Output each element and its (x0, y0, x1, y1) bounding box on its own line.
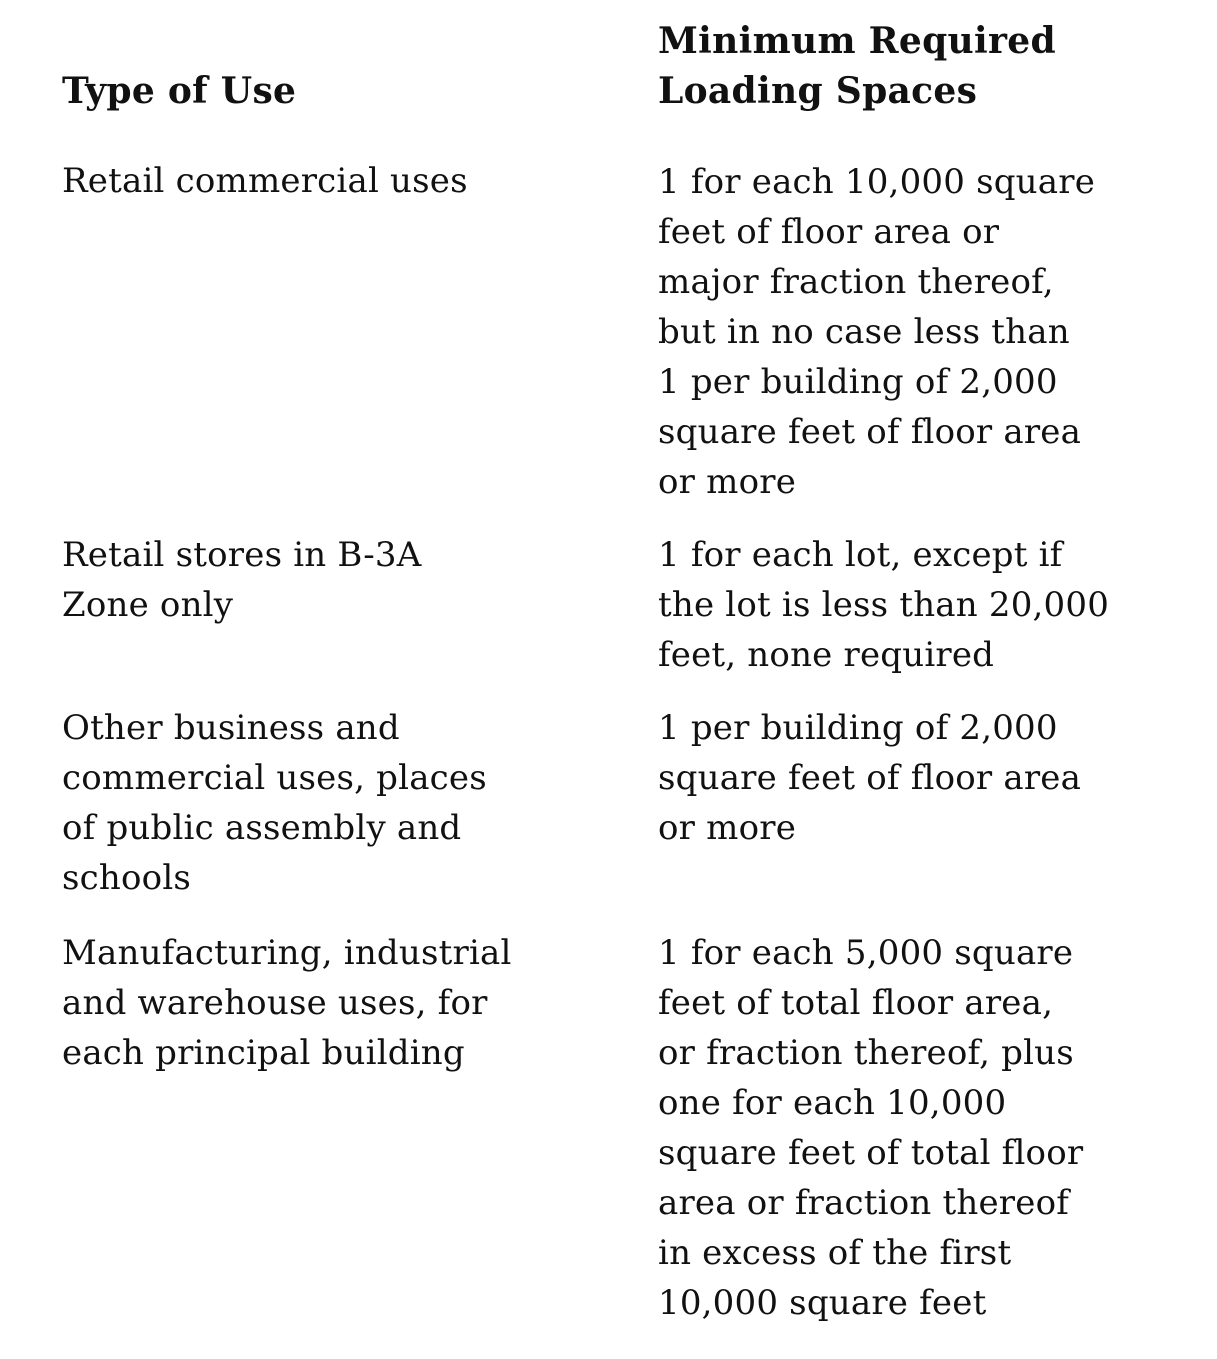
header-minimum-loading-spaces: Minimum Required Loading Spaces (658, 20, 1056, 112)
row-1-type-of-use: Retail commercial uses (62, 161, 468, 201)
row-1-requirement: 1 for each 10,000 square feet of floor area or major fraction thereof, but in no case less than 1 per building of 2,000 square feet of floor area or more (658, 162, 1096, 502)
row-4-requirement: 1 for each 5,000 square feet of total floor area, or fraction thereof, plus one for each 10,000 square feet of total floor area or fraction thereof in excess of the first 10,000 square feet (658, 933, 1084, 1323)
row-2-type-of-use: Retail stores in B-3A Zone only (62, 535, 422, 625)
header-type-of-use: Type of Use (62, 70, 297, 112)
row-3-type-of-use: Other business and commercial uses, places of public assembly and schools (62, 708, 487, 898)
row-2-requirement: 1 for each lot, except if the lot is less than 20,000 feet, none required (658, 535, 1110, 675)
row-4-type-of-use: Manufacturing, industrial and warehouse uses, for each principal building (62, 933, 512, 1073)
row-3-requirement: 1 per building of 2,000 square feet of floor area or more (658, 708, 1082, 848)
